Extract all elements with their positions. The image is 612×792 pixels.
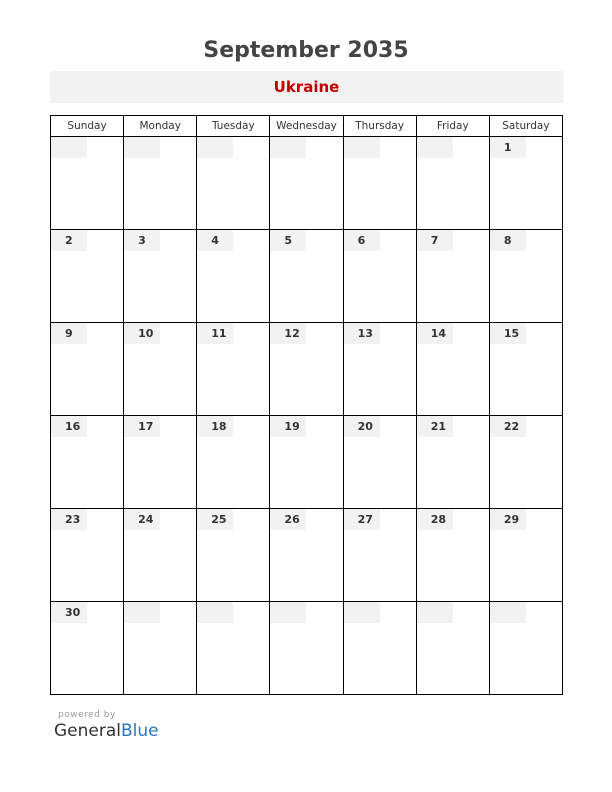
date-number: 29 [503, 513, 520, 526]
date-number: 21 [430, 420, 447, 433]
date-label [344, 137, 380, 158]
date-number: 4 [211, 234, 219, 247]
date-label [197, 509, 233, 530]
date-label [417, 137, 453, 158]
date-label [270, 416, 306, 437]
date-label [51, 323, 87, 344]
date-label [124, 137, 160, 158]
week-row [51, 416, 563, 509]
date-label [417, 509, 453, 530]
day-cell [197, 416, 270, 509]
weekday-friday: Friday [416, 116, 489, 137]
day-cell [343, 323, 416, 416]
date-number: 6 [357, 234, 366, 247]
day-cell [270, 602, 343, 695]
day-cell [197, 602, 270, 695]
date-number: 23 [65, 513, 81, 526]
day-cell [270, 323, 343, 416]
day-cell [124, 137, 197, 230]
date-number: 14 [430, 327, 447, 340]
day-cell [51, 509, 124, 602]
day-cell [416, 602, 489, 695]
day-cell [416, 323, 489, 416]
date-number: 22 [503, 420, 520, 433]
weekday-wednesday: Wednesday [270, 116, 343, 137]
day-cell [343, 416, 416, 509]
date-label [490, 323, 526, 344]
date-label [490, 416, 526, 437]
weekday-header-row [51, 116, 563, 137]
date-number: 26 [284, 513, 300, 526]
day-cell [343, 509, 416, 602]
day-cell [197, 509, 270, 602]
date-label [417, 602, 453, 623]
country-banner [50, 71, 563, 103]
day-cell [51, 230, 124, 323]
date-number: 11 [211, 327, 227, 340]
date-label [490, 137, 526, 158]
date-number: 10 [138, 327, 154, 340]
weekday-tuesday: Tuesday [197, 116, 270, 137]
date-number: 12 [284, 327, 300, 340]
date-label [197, 416, 233, 437]
date-label [344, 323, 380, 344]
day-cell [416, 509, 489, 602]
weekday-saturday: Saturday [489, 116, 562, 137]
date-label [270, 323, 306, 344]
date-label [124, 230, 160, 251]
day-cell [343, 602, 416, 695]
day-cell [51, 602, 124, 695]
day-cell [197, 323, 270, 416]
week-row [51, 137, 563, 230]
day-cell [416, 230, 489, 323]
day-cell [124, 230, 197, 323]
week-row [51, 323, 563, 416]
day-cell [416, 416, 489, 509]
week-row [51, 230, 563, 323]
brand-blue: Blue [121, 721, 159, 741]
date-label [344, 416, 380, 437]
day-cell [124, 509, 197, 602]
date-label [124, 509, 160, 530]
date-number: 20 [357, 420, 373, 433]
date-number: 5 [284, 234, 293, 247]
date-label [51, 509, 87, 530]
date-number: 3 [138, 234, 146, 247]
calendar-grid [50, 115, 563, 695]
day-cell [124, 323, 197, 416]
generalblue-logo [54, 721, 159, 741]
date-number: 18 [211, 420, 227, 433]
powered-by-text: powered by [58, 710, 116, 720]
date-label [197, 230, 233, 251]
day-cell [51, 416, 124, 509]
weekday-sunday: Sunday [51, 116, 124, 137]
day-cell [124, 602, 197, 695]
date-label [124, 602, 160, 623]
day-cell [270, 509, 343, 602]
day-cell [489, 230, 562, 323]
day-cell [489, 137, 562, 230]
date-number: 19 [284, 420, 300, 433]
date-label [197, 323, 233, 344]
date-label [490, 230, 526, 251]
date-label [270, 509, 306, 530]
date-label [344, 602, 380, 623]
week-row [51, 602, 563, 695]
date-label [490, 602, 526, 623]
date-number: 16 [65, 420, 81, 433]
date-number: 25 [211, 513, 227, 526]
date-label [270, 137, 306, 158]
date-number: 28 [430, 513, 447, 526]
day-cell [51, 323, 124, 416]
date-number: 30 [65, 606, 81, 619]
date-label [344, 230, 380, 251]
date-number: 2 [65, 234, 73, 247]
date-number: 24 [138, 513, 154, 526]
day-cell [489, 602, 562, 695]
date-number: 1 [503, 141, 512, 154]
date-label [51, 137, 87, 158]
day-cell [343, 137, 416, 230]
day-cell [270, 230, 343, 323]
day-cell [343, 230, 416, 323]
date-label [270, 230, 306, 251]
day-cell [124, 416, 197, 509]
date-number: 9 [65, 327, 73, 340]
day-cell [416, 137, 489, 230]
date-label [417, 230, 453, 251]
date-label [51, 230, 87, 251]
week-row [51, 509, 563, 602]
date-label [124, 323, 160, 344]
date-number: 13 [357, 327, 373, 340]
day-cell [270, 416, 343, 509]
weekday-thursday: Thursday [343, 116, 416, 137]
date-label [51, 416, 87, 437]
day-cell [489, 323, 562, 416]
date-number: 15 [503, 327, 520, 340]
day-cell [270, 137, 343, 230]
day-cell [197, 137, 270, 230]
date-label [490, 509, 526, 530]
date-number: 27 [357, 513, 373, 526]
day-cell [489, 416, 562, 509]
date-number: 17 [138, 420, 154, 433]
day-cell [197, 230, 270, 323]
day-cell [489, 509, 562, 602]
date-label [344, 509, 380, 530]
date-number: 8 [503, 234, 512, 247]
date-label [197, 137, 233, 158]
date-number: 7 [430, 234, 439, 247]
date-label [51, 602, 87, 623]
date-label [270, 602, 306, 623]
date-label [197, 602, 233, 623]
country-name: Ukraine [273, 78, 340, 96]
date-label [417, 323, 453, 344]
day-cell [51, 137, 124, 230]
date-label [417, 416, 453, 437]
brand-general: General [54, 721, 121, 741]
page-title: September 2035 [203, 38, 409, 63]
weekday-monday: Monday [124, 116, 197, 137]
date-label [124, 416, 160, 437]
